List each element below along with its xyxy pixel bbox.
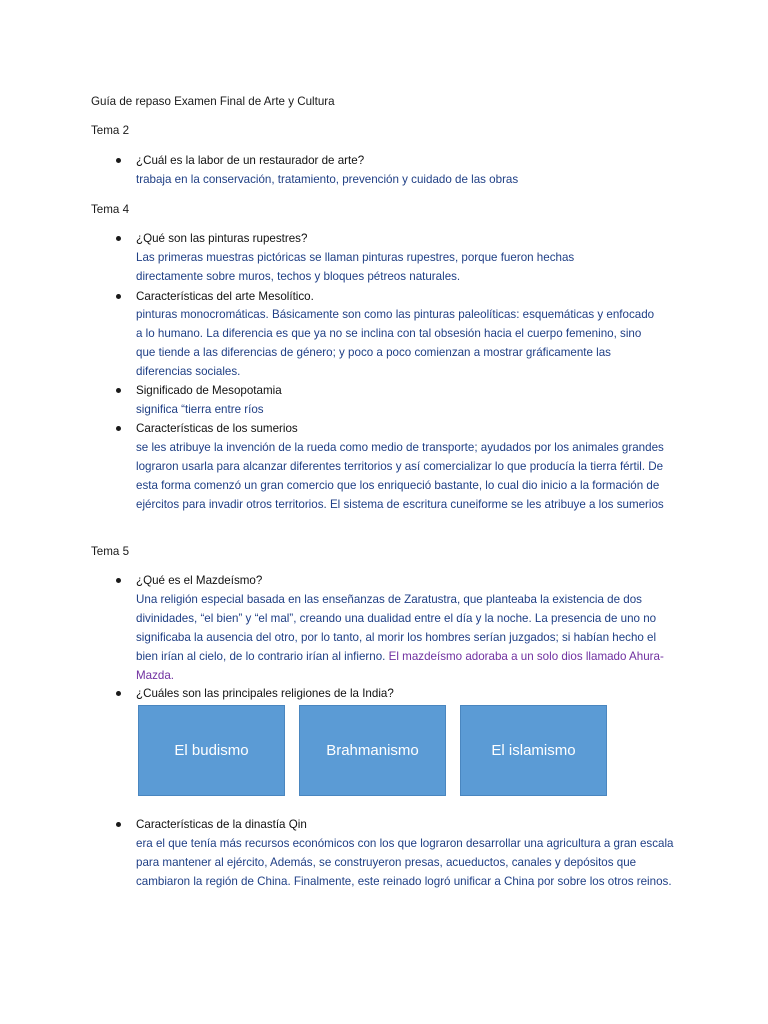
bullet-icon (116, 684, 124, 703)
answer-pinturas-rupestres: Las primeras muestras pictóricas se llaman pinturas rupestres, porque fueron hechas directamente sobre muros, techos y bloques pétreos naturales. (136, 251, 575, 283)
answer-mazdeismo (136, 590, 681, 685)
topic-heading-tema-2: Tema 2 (91, 124, 130, 137)
bullet-icon (116, 419, 124, 438)
bullet-icon (116, 287, 124, 306)
bullet-icon (116, 571, 124, 590)
topic-heading-tema-5: Tema 5 (91, 545, 130, 558)
bullet-icon (116, 151, 124, 170)
bullet-icon (116, 815, 124, 834)
document-title: Guía de repaso Examen Final de Arte y Cultura (91, 95, 335, 108)
question-religiones-india: ¿Cuáles son las principales religiones de la India? (136, 687, 394, 700)
answer-mazdeismo-text: Una religión especial basada en las enseñanzas de Zaratustra, que planteaba la existencia de dos divinidades, “el bien” y “el mal”, creando una dualidad entre el día y la noche. La presencia de uno no significaba la ausencia del otro, por lo tanto, al morir los hombres serían juzgados; si habían hecho el bien irían al cielo, de lo contrario irían al infierno. (136, 593, 657, 663)
answer-mazdeismo-highlight: El mazdeísmo adoraba a un solo dios llamado Ahura-Mazda. (136, 650, 664, 682)
question-arte-mesolitico: Características del arte Mesolítico. (136, 290, 314, 303)
answer-dinastia-qin: era el que tenía más recursos económicos con los que lograron desarrollar una agricultura a gran escala para mantener al ejército, Además, se construyeron presas, acueductos, canales y depósitos que cambiaron la región de China. Finalmente, este reinado logró unificar a China por sobre los otros reinos. (136, 837, 674, 888)
question-mesopotamia: Significado de Mesopotamia (136, 384, 282, 397)
question-restaurador: ¿Cuál es la labor de un restaurador de arte? (136, 154, 365, 167)
answer-mesopotamia: significa “tierra entre ríos (136, 403, 264, 416)
bullet-icon (116, 229, 124, 248)
question-sumerios: Características de los sumerios (136, 422, 298, 435)
answer-arte-mesolitico: pinturas monocromáticas. Básicamente son como las pinturas paleolíticas: esquemáticas y enfocado a lo humano. La diferencia es que ya no se inclina con tal obsesión hacia el cuerpo femenino, sino que tiende a las diferencias de género; y poco a poco comienzan a mostrar gráficamente las diferencias sociales. (136, 308, 655, 378)
answer-restaurador: trabaja en la conservación, tratamiento, prevención y cuidado de las obras (136, 173, 519, 186)
religion-box-budismo: El budismo (138, 705, 285, 796)
religion-box-islamismo: El islamismo (460, 705, 607, 796)
question-mazdeismo: ¿Qué es el Mazdeísmo? (136, 574, 263, 587)
bullet-icon (116, 381, 124, 400)
question-pinturas-rupestres: ¿Qué son las pinturas rupestres? (136, 232, 308, 245)
topic-heading-tema-4: Tema 4 (91, 203, 130, 216)
question-dinastia-qin: Características de la dinastía Qin (136, 818, 307, 831)
answer-sumerios: se les atribuye la invención de la rueda como medio de transporte; ayudados por los animales grandes lograron usarla para alcanzar diferentes territorios y así comercializar lo que producía la tierra fértil. De esta forma comenzó un gran comercio que los enriqueció bastante, lo cual dio inicio a la formación de ejércitos para invadir otros territorios. El sistema de escritura cuneiforme se les atribuye a los sumerios (136, 441, 664, 511)
religion-box-brahmanismo: Brahmanismo (299, 705, 446, 796)
